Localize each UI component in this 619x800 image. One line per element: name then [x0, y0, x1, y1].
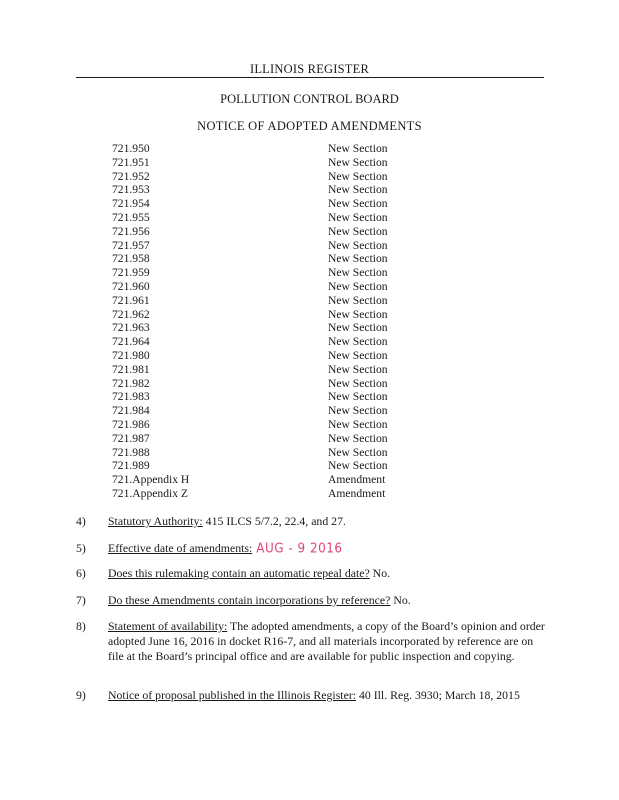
section-action: New Section [328, 417, 388, 431]
section-action: New Section [328, 197, 388, 211]
header-rule [76, 77, 544, 78]
register-title: ILLINOIS REGISTER [249, 62, 369, 76]
section-action: New Section [328, 431, 388, 445]
section-action: New Section [328, 293, 388, 307]
item-label: Statement of availability: [108, 619, 228, 633]
item-label: Statutory Authority: [108, 514, 203, 528]
section-row [112, 321, 412, 335]
item-number: 5) [76, 541, 86, 555]
section-number: 721.952 [112, 169, 150, 183]
section-row [112, 266, 412, 280]
section-action: New Section [328, 279, 388, 293]
item-label: Do these Amendments contain incorporations by reference? [108, 593, 391, 607]
section-action: Amendment [328, 486, 386, 500]
section-number: 721.950 [112, 142, 150, 155]
section-number: 721.989 [112, 459, 150, 473]
section-number: 721.959 [112, 266, 150, 280]
section-number: 721.962 [112, 307, 150, 321]
section-action: New Section [328, 362, 388, 376]
section-action: New Section [328, 238, 388, 252]
section-number: 721.954 [112, 197, 150, 211]
section-list [112, 142, 412, 501]
section-row [112, 446, 412, 460]
section-number: 721.988 [112, 445, 150, 459]
section-row [112, 170, 412, 184]
section-row [112, 252, 412, 266]
section-number: 721.951 [112, 155, 150, 169]
item-label: Effective date of amendments: [108, 541, 253, 555]
section-number: 721.Appendix H [112, 473, 190, 487]
section-row [112, 280, 412, 294]
section-action: New Section [328, 348, 388, 362]
section-number: 721.961 [112, 293, 150, 307]
section-row [112, 418, 412, 432]
item-text: No. [390, 593, 411, 607]
section-action: New Section [328, 307, 388, 321]
section-row [112, 294, 412, 308]
section-row [112, 377, 412, 391]
item-number: 9) [76, 688, 86, 702]
item-text: No. [369, 566, 391, 580]
section-number: 721.958 [112, 252, 150, 266]
section-action: New Section [328, 445, 388, 459]
section-number: 721.987 [112, 431, 150, 445]
section-row [112, 156, 412, 170]
section-row [112, 349, 412, 363]
item-body [108, 541, 548, 556]
section-row [112, 459, 412, 473]
section-number: 721.983 [112, 390, 150, 404]
section-number: 721.956 [112, 224, 150, 238]
section-number: 721.984 [112, 404, 150, 418]
section-action: New Section [328, 335, 388, 349]
section-row [112, 487, 412, 501]
item-text: 40 Ill. Reg. 3930; March 18, 2015 [356, 688, 520, 702]
item-body [108, 566, 548, 581]
section-action: New Section [328, 321, 388, 335]
section-action: New Section [328, 252, 388, 266]
item-body [108, 688, 548, 703]
item-label: Does this rulemaking contain an automatic repeal date? [108, 566, 370, 580]
section-row [112, 473, 412, 487]
section-number: 721.955 [112, 210, 150, 224]
section-number: 721.964 [112, 335, 150, 349]
section-number: 721.957 [112, 238, 150, 252]
section-number: 721.981 [112, 362, 150, 376]
item-text: The adopted amendments, a copy of the Board’s opinion and order adopted June 16, 2016 in docket R16-7, and all materials incorporated by reference are on file at the Board’s principal office and are available for public inspection and copying. [108, 619, 545, 663]
item-number: 4) [76, 514, 86, 528]
section-number: 721.982 [112, 376, 150, 390]
section-row [112, 363, 412, 377]
section-action: New Section [328, 404, 388, 418]
section-action: New Section [328, 169, 388, 183]
section-action: Amendment [328, 473, 386, 487]
section-number: 721.953 [112, 183, 150, 197]
section-row [112, 308, 412, 322]
section-action: New Section [328, 376, 388, 390]
board-name: POLLUTION CONTROL BOARD [220, 92, 399, 106]
item-number: 8) [76, 619, 86, 633]
section-row [112, 432, 412, 446]
section-action: New Section [328, 142, 388, 155]
section-row [112, 183, 412, 197]
section-number: 721.986 [112, 417, 150, 431]
section-number: 721.Appendix Z [112, 486, 188, 500]
section-row [112, 225, 412, 239]
section-row [112, 335, 412, 349]
notice-title: NOTICE OF ADOPTED AMENDMENTS [197, 119, 422, 133]
section-row [112, 390, 412, 404]
section-number: 721.980 [112, 348, 150, 362]
section-action: New Section [328, 183, 388, 197]
section-row [112, 404, 412, 418]
section-row [112, 239, 412, 253]
section-action: New Section [328, 459, 388, 473]
item-body [108, 619, 548, 664]
section-number: 721.960 [112, 279, 150, 293]
section-row [112, 211, 412, 225]
item-text: 415 ILCS 5/7.2, 22.4, and 27. [202, 514, 346, 528]
section-row [112, 142, 412, 156]
section-number: 721.963 [112, 321, 150, 335]
section-row [112, 197, 412, 211]
item-number: 7) [76, 593, 86, 607]
section-action: New Section [328, 390, 388, 404]
item-label: Notice of proposal published in the Illinois Register: [108, 688, 357, 702]
section-action: New Section [328, 266, 388, 280]
item-number: 6) [76, 566, 86, 580]
item-body [108, 593, 548, 608]
section-action: New Section [328, 155, 388, 169]
item-body [108, 514, 548, 529]
section-action: New Section [328, 224, 388, 238]
date-stamp: AUG - 9 2016 [256, 540, 343, 556]
section-action: New Section [328, 210, 388, 224]
